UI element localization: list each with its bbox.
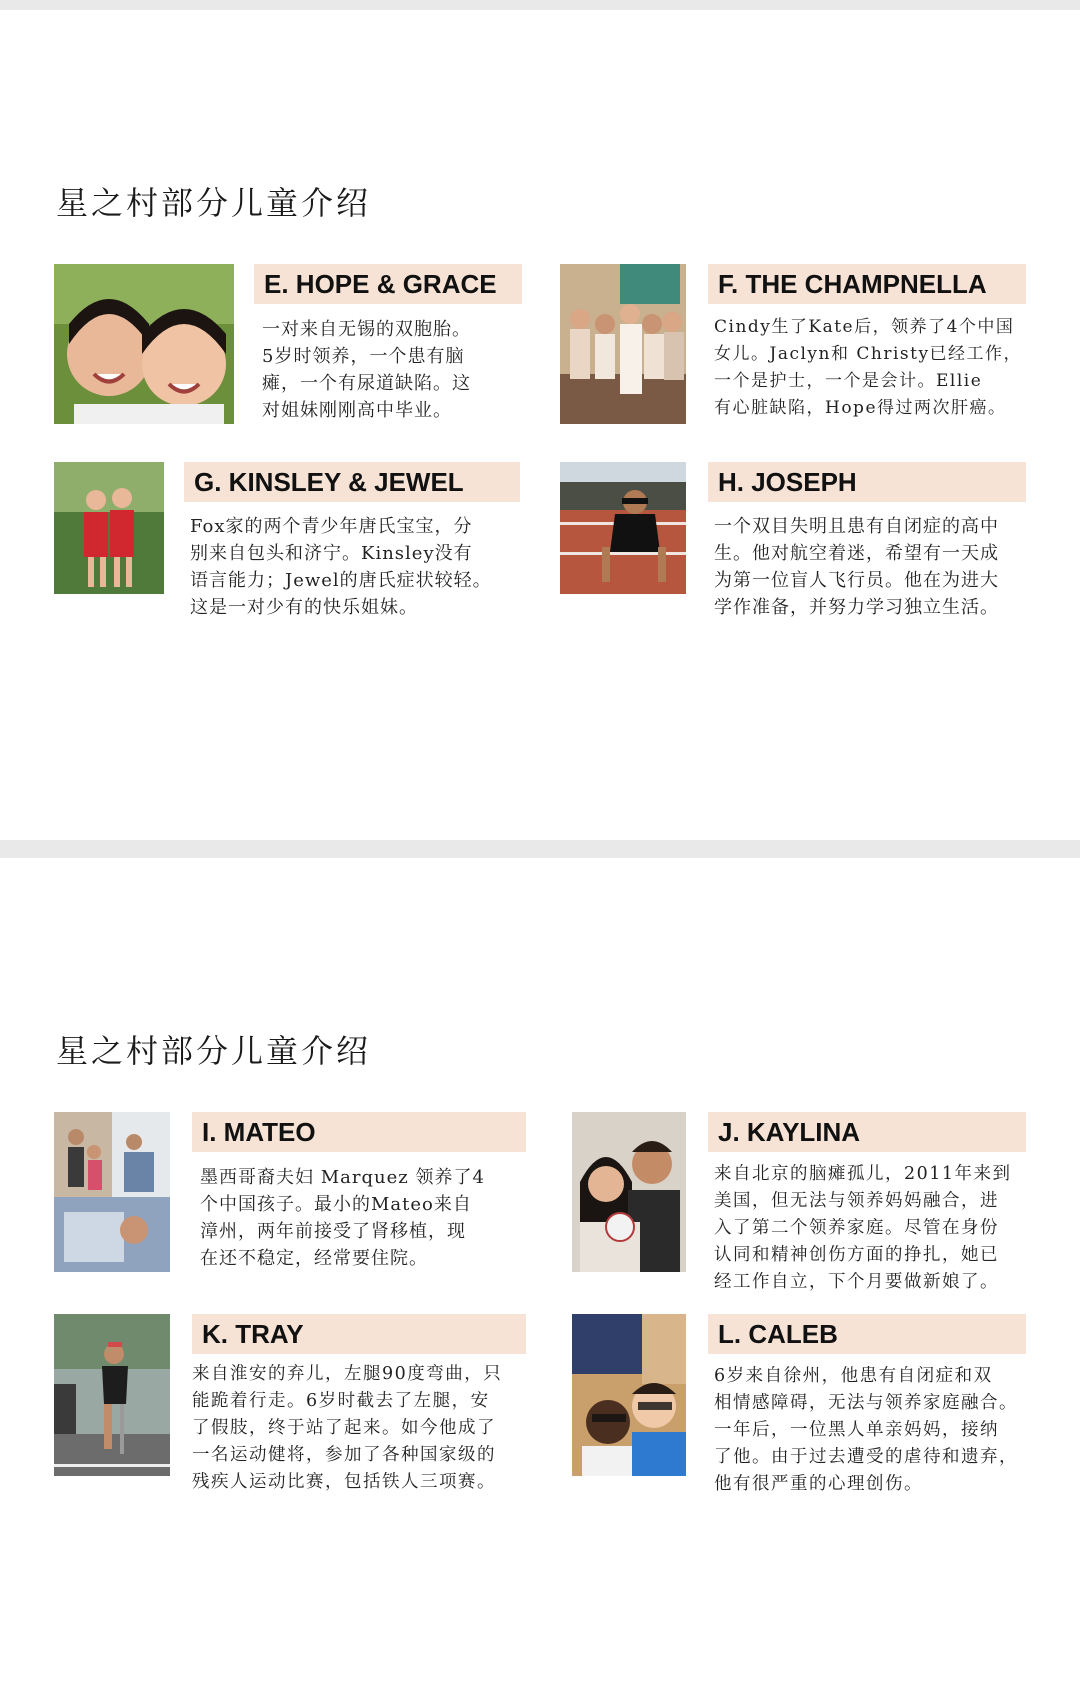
slide-1 <box>0 10 1080 840</box>
desc-line: 能跪着行走。6岁时截去了左腿，安 <box>192 1391 490 1411</box>
photo-kaylina <box>572 1112 686 1272</box>
desc-mateo <box>200 1164 485 1272</box>
desc-line: 入了第二个领养家庭。尽管在身份 <box>714 1218 999 1238</box>
desc-line: 学作准备，并努力学习独立生活。 <box>714 597 999 618</box>
name-joseph: H. JOSEPH <box>708 462 1026 502</box>
desc-caleb <box>714 1363 1018 1498</box>
desc-line: 6岁来自徐州，他患有自闭症和双 <box>714 1366 993 1386</box>
desc-line: 女儿。Jaclyn和 Christy已经工作， <box>714 344 1023 364</box>
desc-line: 一对来自无锡的双胞胎。 <box>262 319 471 340</box>
desc-line: Cindy生了Kate后，领养了4个中国 <box>714 317 1015 337</box>
desc-line: 有心脏缺陷，Hope得过两次肝癌。 <box>714 398 1007 418</box>
desc-line: 残疾人运动比赛，包括铁人三项赛。 <box>192 1472 496 1492</box>
desc-line: 对姐妹刚刚高中毕业。 <box>262 400 452 421</box>
name-tray: K. TRAY <box>192 1314 526 1354</box>
name-kinsley-jewel: G. KINSLEY & JEWEL <box>184 462 520 502</box>
name-kaylina: J. KAYLINA <box>708 1112 1026 1152</box>
desc-line: 美国，但无法与领养妈妈融合，进 <box>714 1191 999 1211</box>
photo-mateo <box>54 1112 170 1272</box>
slide-2 <box>0 858 1080 1682</box>
desc-line: 语言能力；Jewel的唐氏症状较轻。 <box>190 570 492 591</box>
name-champnella: F. THE CHAMPNELLA <box>708 264 1026 304</box>
desc-line: 为第一位盲人飞行员。他在为进大 <box>714 570 999 591</box>
photo-kinsley-jewel <box>54 462 164 594</box>
desc-line: 个中国孩子。最小的Mateo来自 <box>200 1194 472 1215</box>
desc-line: 他有很严重的心理创伤。 <box>714 1474 923 1494</box>
photo-tray <box>54 1314 170 1476</box>
desc-line: 了他。由于过去遭受的虐待和遗弃， <box>714 1447 1018 1467</box>
name-mateo: I. MATEO <box>192 1112 526 1152</box>
desc-kaylina <box>714 1161 1012 1296</box>
desc-line: 一个双目失明且患有自闭症的高中 <box>714 516 999 537</box>
photo-caleb <box>572 1314 686 1476</box>
desc-line: 来自北京的脑瘫孤儿，2011年来到 <box>714 1164 1012 1184</box>
desc-champnella <box>714 314 1022 422</box>
desc-joseph <box>714 513 999 621</box>
desc-hope-grace <box>262 316 471 424</box>
desc-line: 经工作自立，下个月要做新娘了。 <box>714 1272 999 1292</box>
desc-line: 别来自包头和济宁。Kinsley没有 <box>190 543 473 564</box>
photo-hope-grace <box>54 264 234 424</box>
desc-line: 这是一对少有的快乐姐妹。 <box>190 597 418 618</box>
desc-line: 漳州，两年前接受了肾移植，现 <box>200 1221 466 1242</box>
name-hope-grace: E. HOPE & GRACE <box>254 264 522 304</box>
desc-line: 墨西哥裔夫妇 Marquez 领养了4 <box>200 1167 485 1188</box>
photo-champnella <box>560 264 686 424</box>
desc-line: 瘫，一个有尿道缺陷。这 <box>262 373 471 394</box>
desc-tray <box>192 1361 502 1496</box>
desc-line: 生。他对航空着迷，希望有一天成 <box>714 543 999 564</box>
desc-line: Fox家的两个青少年唐氏宝宝，分 <box>190 516 473 537</box>
photo-joseph <box>560 462 686 594</box>
desc-line: 了假肢，终于站了起来。如今他成了 <box>192 1418 496 1438</box>
desc-line: 一个是护士，一个是会计。Ellie <box>714 371 983 391</box>
desc-line: 在还不稳定，经常要住院。 <box>200 1248 428 1269</box>
desc-line: 相情感障碍，无法与领养家庭融合。 <box>714 1393 1018 1413</box>
slide-title: 星之村部分儿童介绍 <box>56 1032 372 1070</box>
desc-line: 一名运动健将，参加了各种国家级的 <box>192 1445 496 1465</box>
desc-line: 认同和精神创伤方面的挣扎，她已 <box>714 1245 999 1265</box>
desc-line: 来自淮安的弃儿，左腿90度弯曲，只 <box>192 1364 503 1384</box>
name-caleb: L. CALEB <box>708 1314 1026 1354</box>
desc-kinsley-jewel <box>190 513 492 621</box>
desc-line: 5岁时领养，一个患有脑 <box>262 346 465 367</box>
slide-title: 星之村部分儿童介绍 <box>56 184 372 222</box>
desc-line: 一年后，一位黑人单亲妈妈，接纳 <box>714 1420 999 1440</box>
